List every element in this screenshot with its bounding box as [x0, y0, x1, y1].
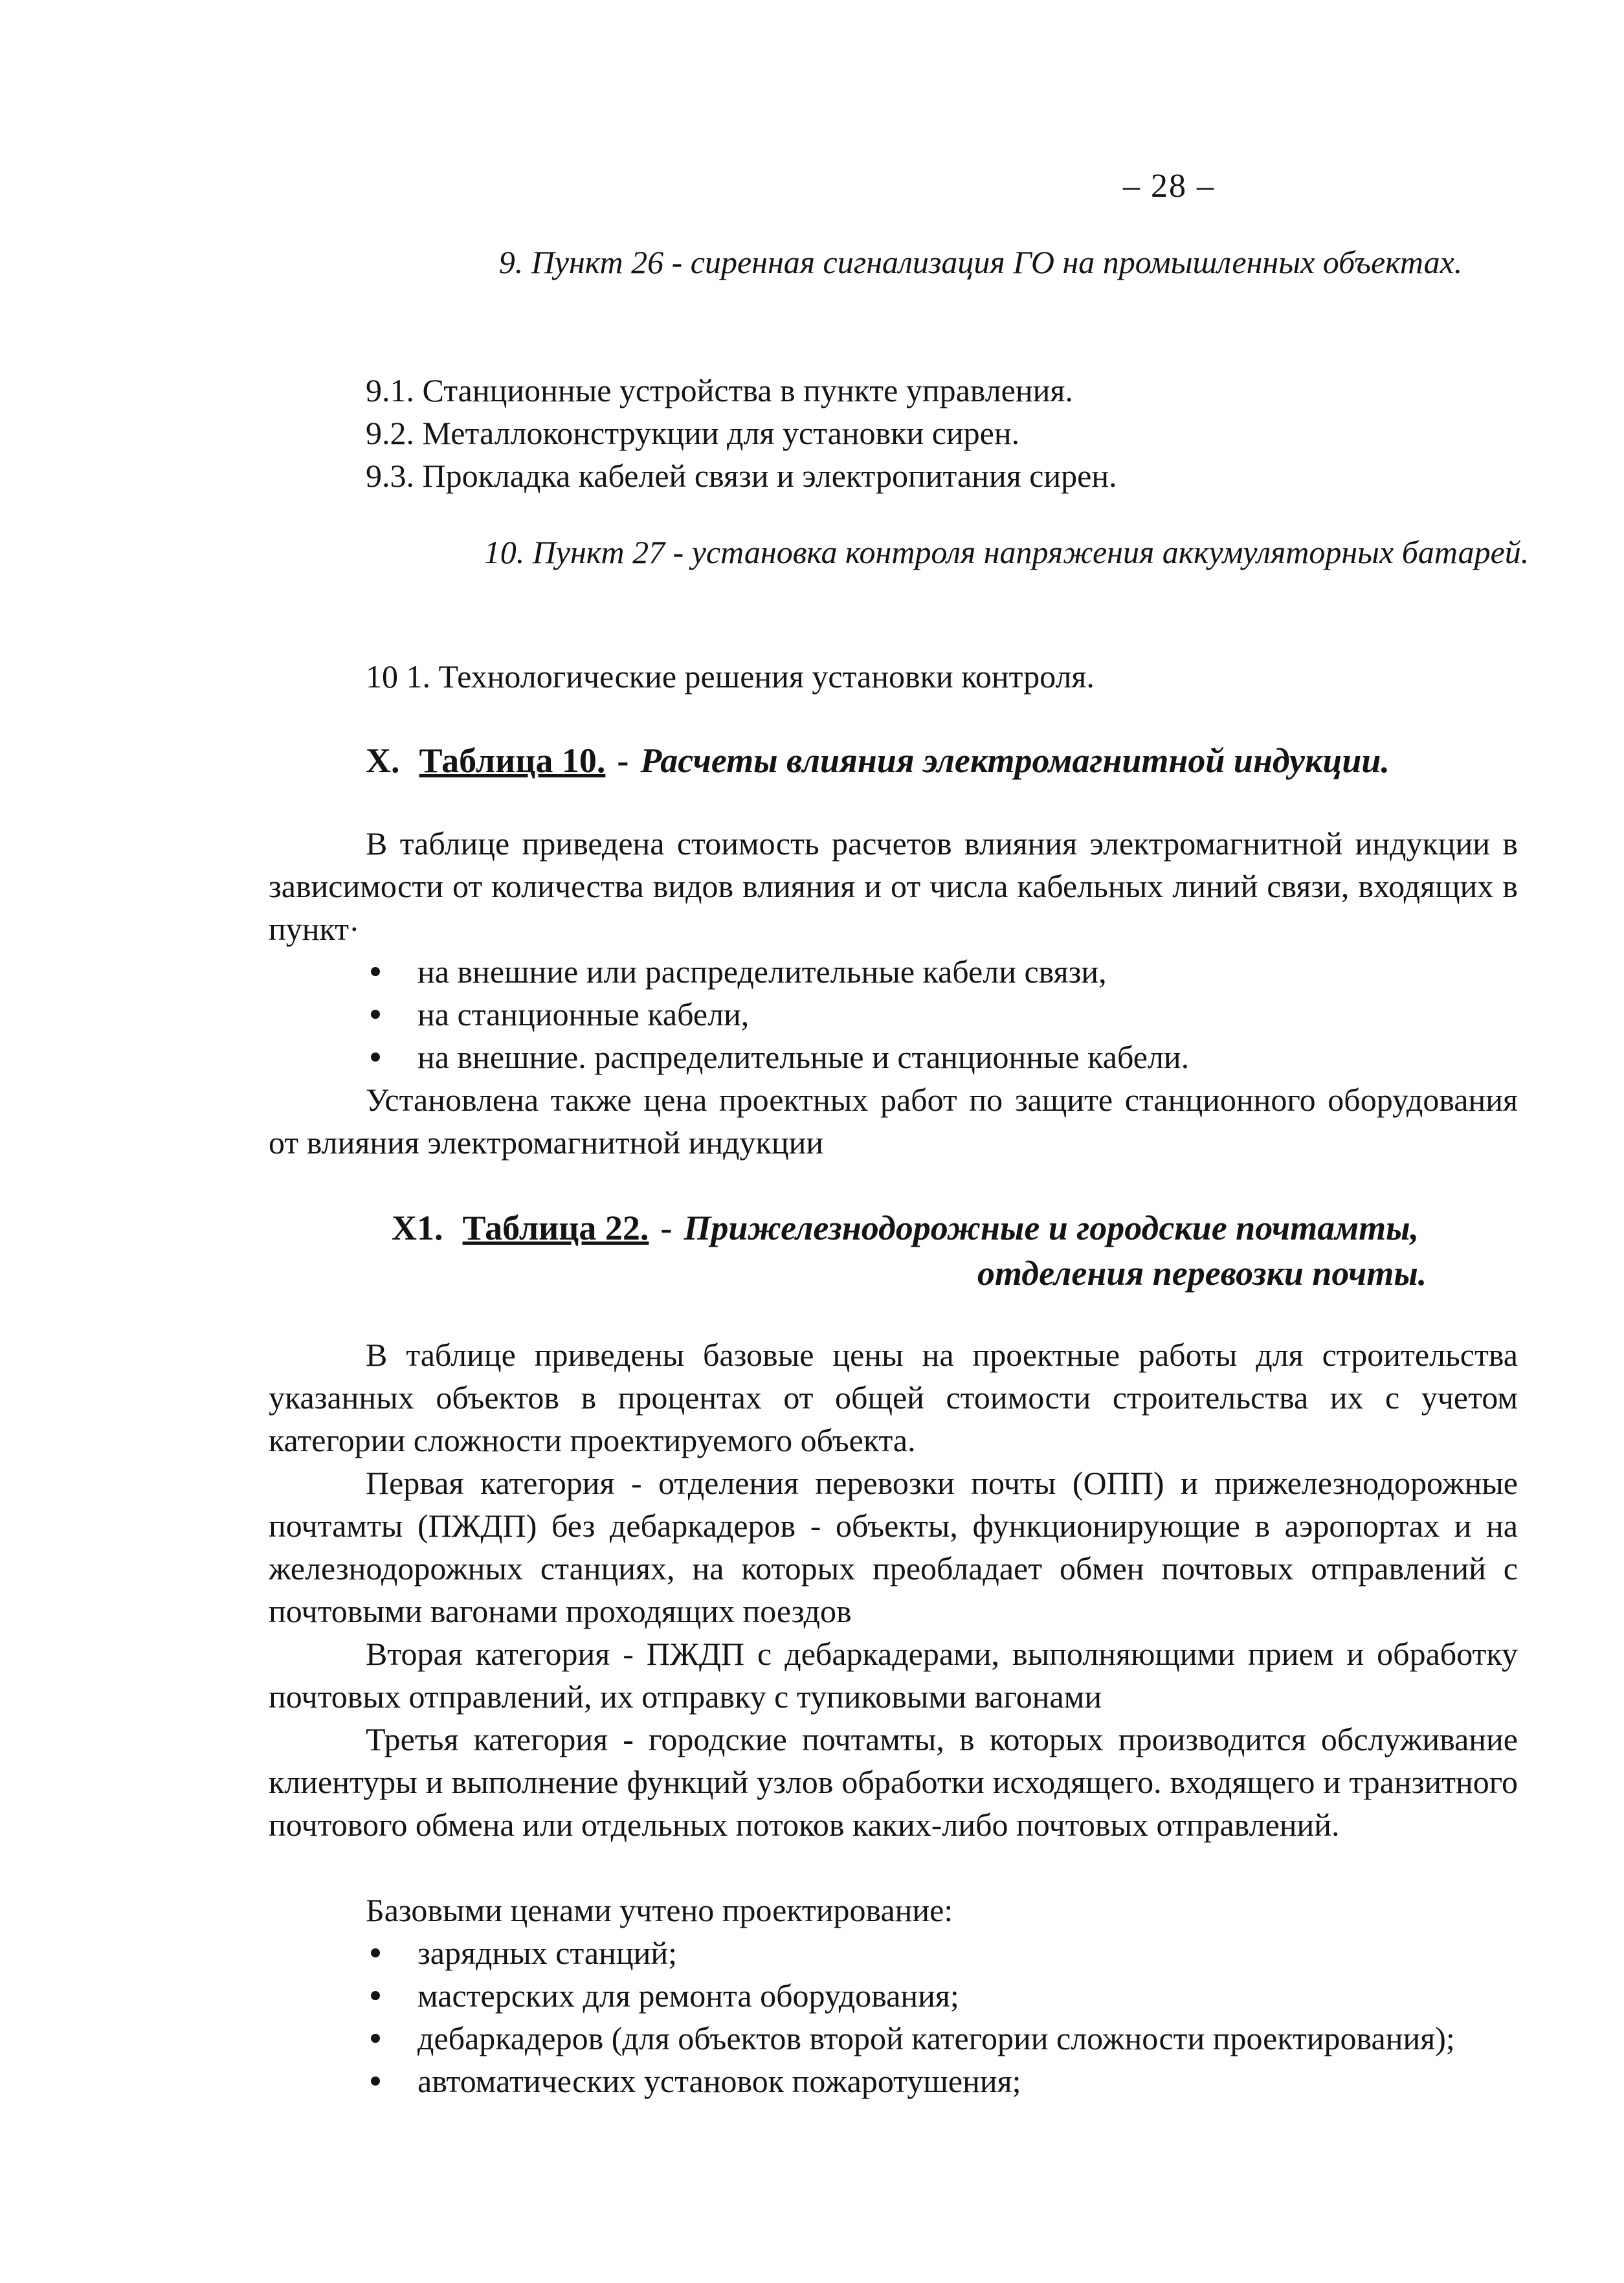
list-item [366, 1974, 1518, 2017]
bullet-icon [371, 2077, 380, 2086]
section-x-dash: - [617, 741, 629, 780]
item-9-heading: 9. Пункт 26 - сиренная сигнализация ГО на промышленных объектах. [498, 244, 1463, 280]
item-9-2: 9.2. Металлоконструкции для установки сирен. [366, 415, 1020, 451]
bullet-icon [371, 1991, 380, 2000]
section-xi-paragraph-4: Третья категория - городские почтамты, в которых производится обслуживание клиентуры и выполнение функций узлов обработки исходящего. входящего и транзитного почтового обмена или отдельных потоков каких-либо почтовых отправлений. [269, 1721, 1518, 1843]
list-item [366, 2017, 1518, 2060]
section-xi-title-line1: Прижелезнодорожные и городские почтамты, [684, 1208, 1419, 1247]
list-item-text: зарядных станций; [417, 1935, 678, 1971]
list-item-text: на станционные кабели, [417, 996, 750, 1032]
section-x-bullet-list [366, 950, 1518, 1078]
list-item-text: дебаркадеров (для объектов второй категории сложности проектирования); [417, 2020, 1455, 2056]
item-10-1: 10 1. Технологические решения установки контроля. [366, 658, 1095, 695]
item-9-3: 9.3. Прокладка кабелей связи и электропитания сирен. [366, 458, 1117, 494]
section-xi-table-ref: Таблица 22. [462, 1208, 649, 1247]
list-item-text: на внешние. распределительные и станционные кабели. [417, 1039, 1190, 1075]
section-xi-paragraph-3: Вторая категория - ПЖДП с дебаркадерами, выполняющими прием и обработку почтовых отправлений, их отправку с тупиковыми вагонами [269, 1636, 1518, 1715]
section-xi-paragraph-1: В таблице приведены базовые цены на проектные работы для строительства указанных объектов в процентах от общей стоимости строительства их с учетом категории сложности проектируемого объекта. [269, 1337, 1518, 1458]
list-item-text: мастерских для ремонта оборудования; [417, 1977, 959, 2014]
item-10-heading: 10. Пункт 27 - установка контроля напряжения аккумуляторных батарей. [484, 534, 1529, 570]
section-x-intro: В таблице приведена стоимость расчетов влияния электромагнитной индукции в зависимости от количества видов влияния и от числа кабельных линий связи, входящих в пункт· [269, 825, 1518, 947]
bullet-icon [371, 2034, 380, 2043]
list-item-text: автоматических установок пожаротушения; [417, 2063, 1021, 2099]
list-item [366, 1932, 1518, 1974]
section-xi-dash: - [660, 1208, 673, 1247]
section-x-heading [366, 738, 1390, 783]
list-item [366, 2060, 1518, 2102]
section-x-title: Расчеты влияния электромагнитной индукции. [640, 741, 1390, 780]
section-xi-paragraph-2: Первая категория - отделения перевозки почты (ОПП) и прижелезнодорожные почтамты (ПЖДП) без дебаркадеров - объекты, функционирующие в аэропортах и на железнодорожных станциях, на которых преобладает обмен почтовых отправлений с почтовыми вагонами проходящих поездов [269, 1465, 1518, 1629]
section-xi-heading [392, 1205, 1518, 1296]
section-x-outro: Установлена также цена проектных работ по защите станционного оборудования от влияния электромагнитной индукции [269, 1082, 1518, 1161]
section-xi-title-line2: отделения перевозки почты. [977, 1254, 1427, 1293]
item-9-1: 9.1. Станционные устройства в пункте управления. [366, 372, 1073, 408]
base-prices-intro: Базовыми ценами учтено проектирование: [366, 1892, 953, 1928]
bullet-icon [371, 1948, 380, 1957]
bullet-icon [371, 1010, 380, 1019]
section-xi-bullet-list [366, 1932, 1518, 2102]
section-x-table-ref: Таблица 10. [419, 741, 606, 780]
bullet-icon [371, 967, 380, 976]
bullet-icon [371, 1052, 380, 1062]
list-item [366, 950, 1518, 993]
list-item [366, 993, 1518, 1036]
section-xi-number: X1. [392, 1208, 443, 1247]
page-number: – 28 – [1123, 168, 1215, 205]
section-x-number: X. [366, 741, 400, 780]
list-item [366, 1036, 1518, 1078]
list-item-text: на внешние или распределительные кабели связи, [417, 953, 1107, 990]
